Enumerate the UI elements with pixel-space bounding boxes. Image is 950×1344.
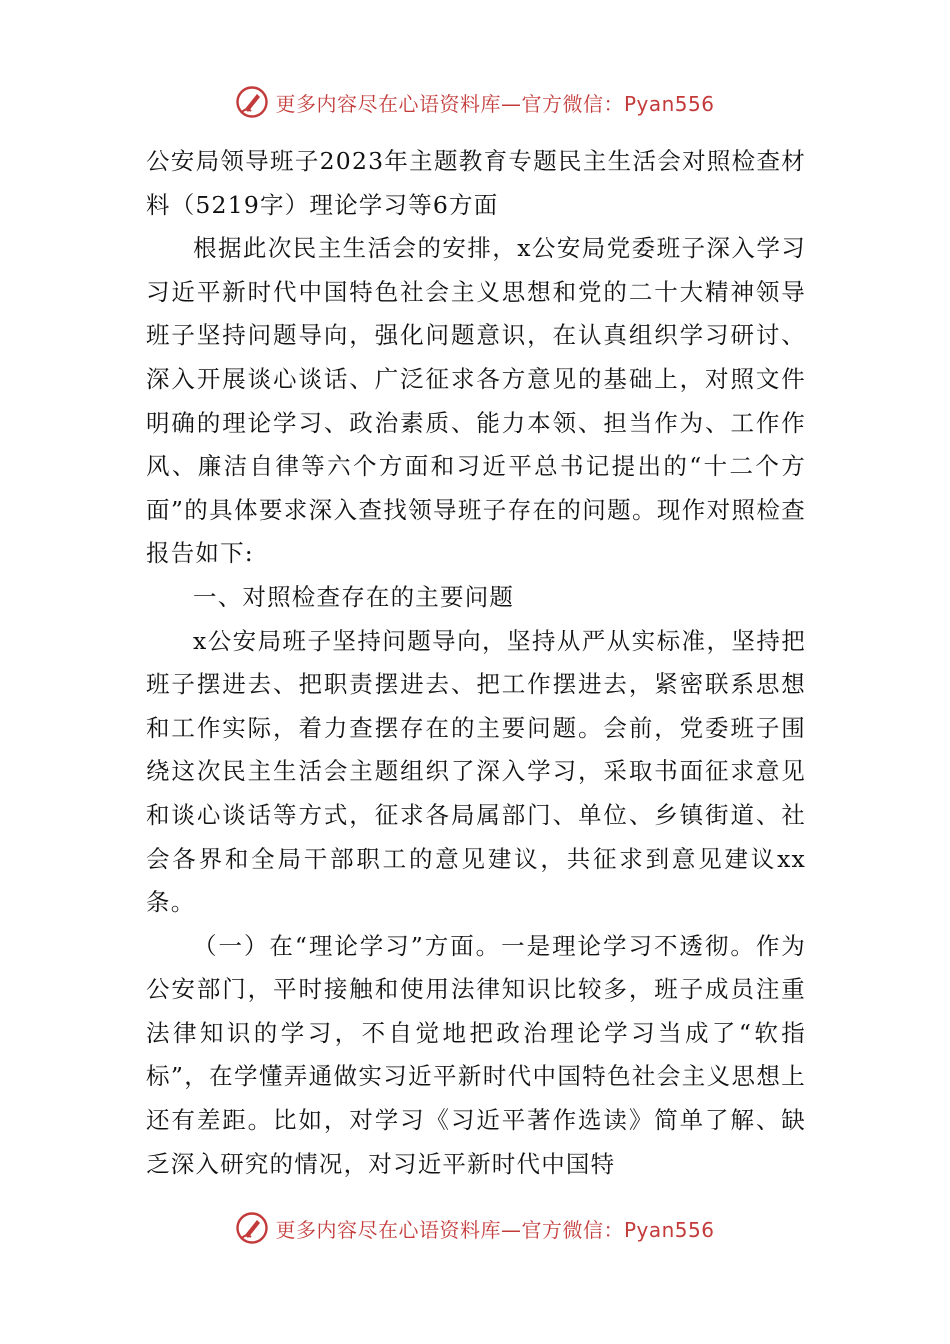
paragraph: （一）在“理论学习”方面。一是理论学习不透彻。作为公安部门，平时接触和使用法律知识比较多，班子成员注重法律知识的学习，不自觉地把政治理论学习当成了“软指标”，在学懂弄通做实习近平新时代中国特色社会主义思想上还有差距。比如，对学习《习近平著作选读》简单了解、缺乏深入研究的情况，对习近平新时代中国特 — [146, 931, 806, 1178]
section-heading: 一、对照检查存在的主要问题 — [193, 582, 515, 611]
document-title: 公安局领导班子2023年主题教育专题民主生活会对照检查材料（5219字）理论学习等6方面 — [146, 147, 806, 219]
footer-watermark — [0, 1208, 950, 1248]
pen-circle-icon — [235, 85, 269, 119]
watermark-text: 更多内容尽在心语资料库—官方微信：Pyan556 — [275, 91, 715, 116]
header-watermark — [0, 82, 950, 122]
paragraph: x公安局班子坚持问题导向，坚持从严从实标准，坚持把班子摆进去、把职责摆进去、把工作摆进去，紧密联系思想和工作实际，着力查摆存在的主要问题。会前，党委班子围绕这次民主生活会主题组织了深入学习，采取书面征求意见和谈心谈话等方式，征求各局属部门、单位、乡镇街道、社会各界和全局干部职工的意见建议，共征求到意见建议xx条。 — [146, 626, 806, 917]
watermark-text: 更多内容尽在心语资料库—官方微信：Pyan556 — [275, 1217, 715, 1242]
pen-circle-icon — [235, 1211, 269, 1245]
document-body — [146, 140, 806, 1186]
paragraph: 根据此次民主生活会的安排，x公安局党委班子深入学习习近平新时代中国特色社会主义思想和党的二十大精神领导班子坚持问题导向，强化问题意识，在认真组织学习研讨、深入开展谈心谈话、广泛征求各方意见的基础上，对照文件明确的理论学习、政治素质、能力本领、担当作为、工作作风、廉洁自律等六个方面和习近平总书记提出的“十二个方面”的具体要求深入查找领导班子存在的问题。现作对照检查报告如下: — [146, 234, 806, 568]
